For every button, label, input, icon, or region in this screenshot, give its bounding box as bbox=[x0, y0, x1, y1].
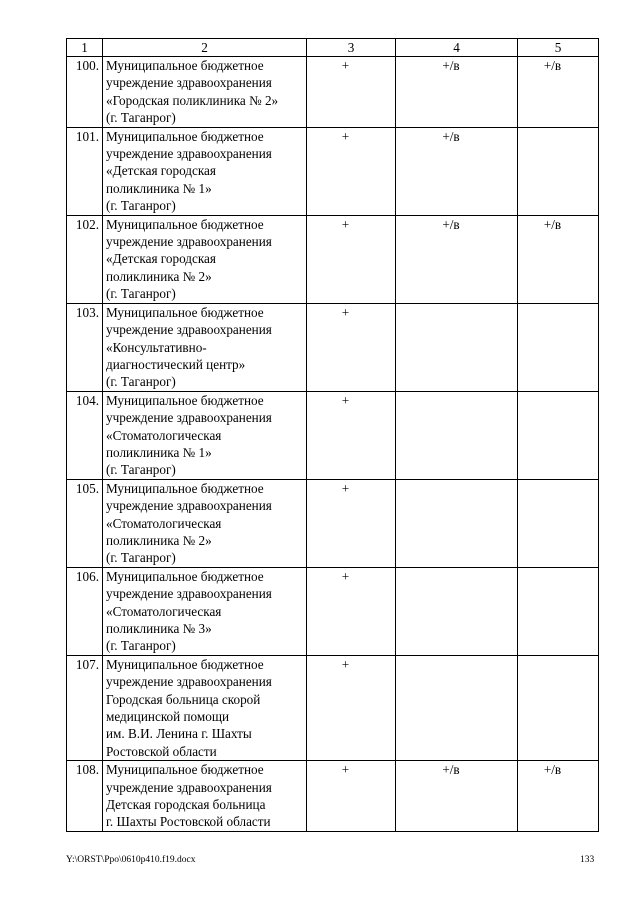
col4-mark bbox=[396, 655, 518, 760]
facility-name: Муниципальное бюджетное учреждение здравоохранения Городская больница скорой медицинской помощи им. В.И. Ленина г. Шахты Ростовской области bbox=[103, 655, 307, 760]
table-row bbox=[67, 215, 599, 303]
col4-mark bbox=[396, 303, 518, 391]
col4-mark bbox=[396, 479, 518, 567]
row-number: 105. bbox=[67, 479, 103, 567]
col4-mark: +/в bbox=[396, 761, 518, 832]
facility-name: Муниципальное бюджетное учреждение здравоохранения «Детская городская поликлиника № 2» (г. Таганрог) bbox=[103, 215, 307, 303]
col5-mark: +/в bbox=[518, 57, 599, 128]
col4-mark: +/в bbox=[396, 127, 518, 215]
row-number: 101. bbox=[67, 127, 103, 215]
row-number: 103. bbox=[67, 303, 103, 391]
table-row bbox=[67, 391, 599, 479]
facility-name: Муниципальное бюджетное учреждение здравоохранения «Стоматологическая поликлиника № 1» (г. Таганрог) bbox=[103, 391, 307, 479]
table-row bbox=[67, 479, 599, 567]
col3-mark: + bbox=[307, 391, 396, 479]
col3-mark: + bbox=[307, 567, 396, 655]
row-number: 107. bbox=[67, 655, 103, 760]
table-row bbox=[67, 57, 599, 128]
col3-mark: + bbox=[307, 57, 396, 128]
facility-name: Муниципальное бюджетное учреждение здравоохранения «Городская поликлиника № 2» (г. Таганрог) bbox=[103, 57, 307, 128]
col5-mark bbox=[518, 479, 599, 567]
row-number: 104. bbox=[67, 391, 103, 479]
facility-name: Муниципальное бюджетное учреждение здравоохранения «Стоматологическая поликлиника № 3» (г. Таганрог) bbox=[103, 567, 307, 655]
col4-mark bbox=[396, 567, 518, 655]
header-col-5: 5 bbox=[518, 39, 599, 57]
table-header-row bbox=[67, 39, 599, 57]
facilities-table bbox=[66, 38, 599, 832]
row-number: 100. bbox=[67, 57, 103, 128]
col5-mark: +/в bbox=[518, 215, 599, 303]
col5-mark bbox=[518, 655, 599, 760]
header-col-2: 2 bbox=[103, 39, 307, 57]
row-number: 108. bbox=[67, 761, 103, 832]
col4-mark bbox=[396, 391, 518, 479]
table-row bbox=[67, 655, 599, 760]
col3-mark: + bbox=[307, 761, 396, 832]
col3-mark: + bbox=[307, 127, 396, 215]
table-row bbox=[67, 303, 599, 391]
col5-mark bbox=[518, 127, 599, 215]
facility-name: Муниципальное бюджетное учреждение здравоохранения Детская городская больница г. Шахты Ростовской области bbox=[103, 761, 307, 832]
header-col-4: 4 bbox=[396, 39, 518, 57]
col5-mark bbox=[518, 391, 599, 479]
footer-page-number: 133 bbox=[580, 855, 595, 865]
footer-file-path: Y:\ORST\Ppo\0610p410.f19.docx bbox=[66, 855, 196, 865]
header-col-3: 3 bbox=[307, 39, 396, 57]
col4-mark: +/в bbox=[396, 215, 518, 303]
table-row bbox=[67, 761, 599, 832]
row-number: 102. bbox=[67, 215, 103, 303]
col5-mark bbox=[518, 567, 599, 655]
col5-mark: +/в bbox=[518, 761, 599, 832]
col3-mark: + bbox=[307, 303, 396, 391]
table-row bbox=[67, 567, 599, 655]
facility-name: Муниципальное бюджетное учреждение здравоохранения «Консультативно- диагностический центр» (г. Таганрог) bbox=[103, 303, 307, 391]
col3-mark: + bbox=[307, 479, 396, 567]
col3-mark: + bbox=[307, 215, 396, 303]
col4-mark: +/в bbox=[396, 57, 518, 128]
facility-name: Муниципальное бюджетное учреждение здравоохранения «Стоматологическая поликлиника № 2» (г. Таганрог) bbox=[103, 479, 307, 567]
table-row bbox=[67, 127, 599, 215]
header-col-1: 1 bbox=[67, 39, 103, 57]
col5-mark bbox=[518, 303, 599, 391]
row-number: 106. bbox=[67, 567, 103, 655]
col3-mark: + bbox=[307, 655, 396, 760]
facility-name: Муниципальное бюджетное учреждение здравоохранения «Детская городская поликлиника № 1» (г. Таганрог) bbox=[103, 127, 307, 215]
